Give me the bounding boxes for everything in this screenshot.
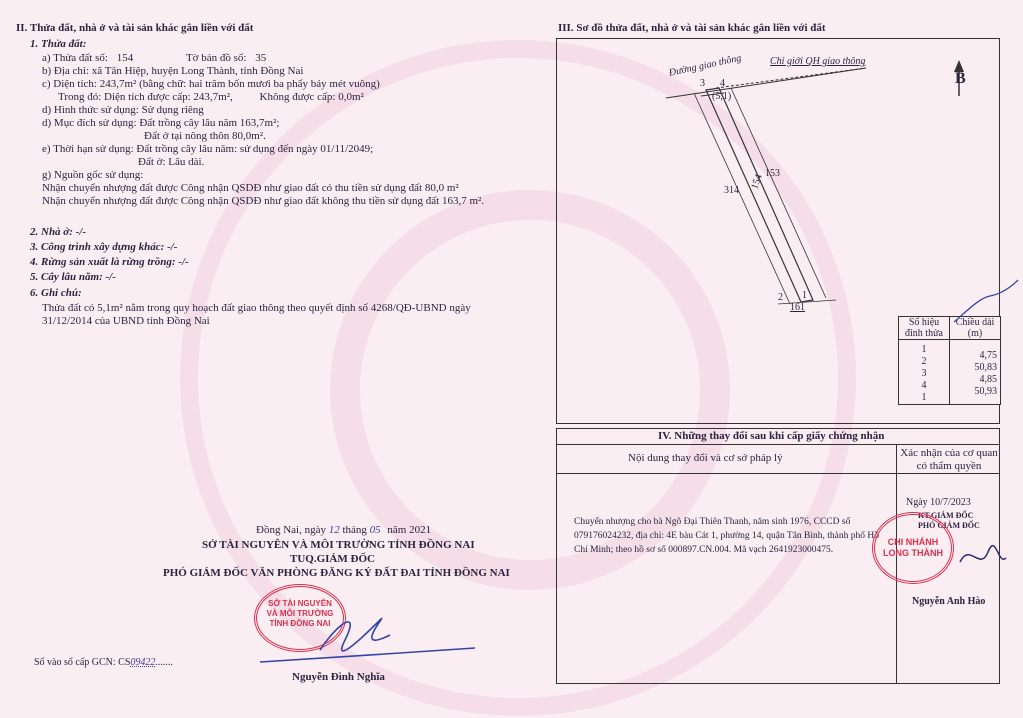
- neighbor-parcel-bottom: 161: [790, 302, 805, 313]
- table-col-vertex: [899, 340, 950, 405]
- table-col-length: [950, 340, 1001, 405]
- table-row-vertex: 3: [921, 368, 927, 379]
- perennial-item: 5. Cây lâu năm: -/-: [30, 271, 116, 283]
- cert-number-row: [34, 657, 173, 669]
- area-line: c) Diện tích: 243,7m² (bằng chữ: hai trăm bốn mươi ba phẩy bảy mét vuông): [42, 78, 380, 90]
- usage-purpose-residential: Đất ở tại nông thôn 80,0m².: [144, 130, 266, 142]
- note-line-1: Thửa đất có 5,1m² nằm trong quy hoạch đất giao thông theo quyết định số 4268/QĐ-UBND ngày: [42, 302, 471, 314]
- neighbor-parcel-left: 314: [724, 185, 739, 196]
- change-signer-name: Nguyễn Anh Hào: [912, 596, 986, 607]
- note-line-2: 31/12/2014 của UBND tỉnh Đồng Nai: [42, 315, 210, 327]
- section2-title: II. Thửa đất, nhà ở và tài sản khác gắn liền với đất: [16, 22, 254, 34]
- planning-boundary-label: Chỉ giới QH giao thông: [770, 56, 866, 67]
- changes-col-authority: Xác nhận của cơ quan có thẩm quyền: [900, 447, 998, 472]
- parcel-number-value: 154: [116, 52, 134, 64]
- signature-3: [950, 278, 1020, 338]
- usage-origin-2: Nhận chuyển nhượng đất được Công nhận QSDĐ như giao đất không thu tiền sử dụng đất 163,7 m².: [42, 195, 485, 207]
- map-sheet-label: Tờ bản đồ số:: [185, 52, 247, 64]
- branch-stamp-text: CHI NHÁNH LONG THÀNH: [883, 537, 943, 558]
- usage-origin-label: g) Nguồn gốc sử dụng:: [42, 169, 144, 181]
- usage-purpose: d) Mục đích sử dụng: Đất trồng cây lâu năm 163,7m²;: [42, 117, 280, 129]
- land-parcel-heading: 1. Thửa đất:: [30, 38, 87, 50]
- vertex-3-label: 3: [700, 78, 705, 89]
- table-row-length: 4,85: [979, 374, 997, 385]
- usage-origin-1: Nhận chuyển nhượng đất được Công nhận QSDĐ như giao đất có thu tiền sử dụng đất 80,0 m²: [42, 182, 459, 194]
- issue-month: 05: [369, 524, 381, 536]
- issue-date: [256, 524, 431, 537]
- usage-form: d) Hình thức sử dụng: Sử dụng riêng: [42, 104, 204, 116]
- cert-number-label: Số vào sổ cấp GCN: CS: [34, 657, 131, 668]
- house-item: 2. Nhà ở: -/-: [30, 226, 87, 238]
- change-deputy-director: PHÓ GIÁM ĐỐC: [918, 521, 980, 530]
- table-row-length: 50,83: [974, 362, 997, 373]
- seal-stamp-text: SỞ TÀI NGUYÊN VÀ MÔI TRƯỜNG TỈNH ĐỒNG NAI: [266, 599, 334, 628]
- usage-term-residential: Đất ở: Lâu dài.: [138, 156, 205, 168]
- usage-term: e) Thời hạn sử dụng: Đất trồng cây lâu năm: sử dụng đến ngày 01/11/2049;: [42, 143, 374, 155]
- area-not-granted: Không được cấp: 0,0m²: [259, 91, 364, 103]
- tuq-director: TUQ.GIÁM ĐỐC: [290, 553, 375, 565]
- change-date: Ngày 10/7/2023: [906, 497, 971, 508]
- issue-date-prefix: Đồng Nai, ngày: [256, 524, 326, 536]
- forest-item: 4. Rừng sản xuất là rừng trồng: -/-: [30, 256, 189, 268]
- issue-day: 12: [328, 524, 340, 536]
- road-label: Đường giao thông: [668, 52, 743, 79]
- map-sheet-value: 35: [255, 52, 267, 64]
- north-arrow-label: B: [955, 70, 966, 87]
- vertex-2-label: 2: [778, 292, 783, 303]
- table-head-length: Chiều dài (m): [950, 317, 1001, 340]
- section4-title: IV. Những thay đổi sau khi cấp giấy chứng nhận: [658, 430, 885, 442]
- change-entry-content: Chuyển nhượng cho bà Ngô Đại Thiên Thanh, năm sinh 1976, CCCD số 079176024232, địa chỉ: 4E bàu Cát 1, phường 14, quận Tân Bình, thành phố Hồ Chí Minh; theo hồ sơ số 000897.CN.004. Mã vạch 2641923000475.: [574, 517, 879, 555]
- table-row-length: 50,93: [974, 386, 997, 397]
- vertex-1-label: 1: [802, 290, 807, 301]
- table-row-vertex: 1: [921, 344, 927, 355]
- cert-number-value: 09422: [130, 657, 156, 668]
- table-head-vertex: Số hiệu đỉnh thửa: [899, 317, 950, 340]
- table-row-vertex: 4: [921, 380, 927, 391]
- cert-number-dots: .......: [155, 657, 173, 668]
- notes-heading: 6. Ghi chú:: [30, 287, 82, 299]
- parcel-number-label: a) Thửa đất số:: [42, 52, 108, 64]
- signer-name: Nguyễn Đình Nghĩa: [292, 671, 385, 683]
- changes-divider-title: [556, 444, 1000, 445]
- signature-2: [950, 532, 1010, 582]
- table-row-vertex: 2: [921, 356, 927, 367]
- signer-role: PHÓ GIÁM ĐỐC VĂN PHÒNG ĐĂNG KÝ ĐẤT ĐAI TỈNH ĐỒNG NAI: [163, 567, 510, 579]
- address-line: b) Địa chỉ: xã Tân Hiệp, huyện Long Thành, tỉnh Đồng Nai: [42, 65, 304, 77]
- section3-title: III. Sơ đồ thửa đất, nhà ở và tài sản khác gắn liền với đất: [558, 22, 826, 34]
- table-row-length: 4,75: [979, 350, 997, 361]
- construction-item: 3. Công trình xây dựng khác: -/-: [30, 241, 178, 253]
- table-row-vertex: 1: [921, 392, 927, 403]
- issue-month-label: tháng: [342, 524, 367, 536]
- area-granted: Trong đó: Diện tích được cấp: 243,7m²,: [58, 91, 233, 103]
- branch-seal-stamp: [872, 512, 954, 584]
- planning-area-label: (5,1): [712, 91, 732, 102]
- parcel-number-row: [42, 52, 266, 65]
- change-kt-director: KT.GIÁM ĐỐC: [918, 511, 974, 520]
- issuing-org: SỞ TÀI NGUYÊN VÀ MÔI TRƯỜNG TỈNH ĐỒNG NAI: [202, 539, 475, 551]
- changes-col-content: Nội dung thay đổi và cơ sở pháp lý: [628, 452, 783, 464]
- changes-divider-head: [556, 473, 1000, 474]
- area-breakdown: [58, 91, 364, 104]
- parcel-number-diagram: 154: [749, 172, 765, 191]
- vertex-4-label: 4: [720, 78, 725, 89]
- issue-year: năm 2021: [387, 524, 432, 536]
- neighbor-parcel-right: 153: [765, 168, 780, 179]
- signature-1: [250, 600, 480, 670]
